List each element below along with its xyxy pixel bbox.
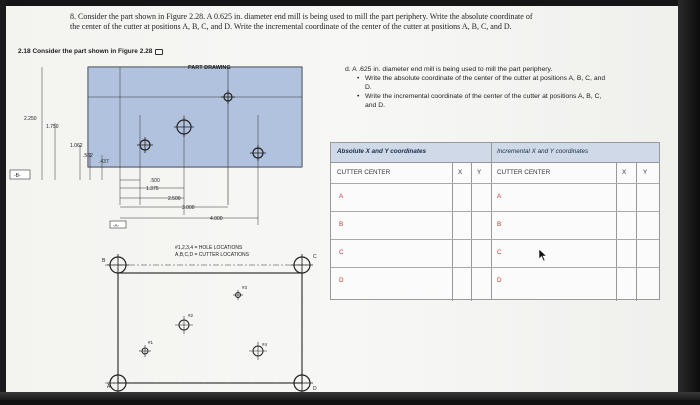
- abs-row-d: D: [339, 277, 344, 284]
- lower-part-outline: [118, 273, 302, 383]
- label-h4: #4: [262, 342, 268, 347]
- sub-header-text: 2.18 Consider the part shown in Figure 2.28: [18, 48, 153, 55]
- hole-3: [233, 290, 243, 300]
- abs-cutter-center-header: CUTTER CENTER: [337, 169, 391, 176]
- label-b: B: [102, 258, 106, 264]
- instructions-list: [357, 74, 665, 110]
- table-row-line: [331, 211, 659, 212]
- bullet-1-line-b: D.: [365, 84, 372, 91]
- label-d: D: [313, 386, 317, 392]
- label-a: A: [107, 384, 111, 390]
- abs-title: Absolute X and Y coordinates: [337, 148, 426, 155]
- label-c: C: [313, 254, 317, 260]
- sub-header: [18, 48, 163, 55]
- datum-a-label: -A-: [113, 223, 119, 228]
- dim-4000: 4.000: [210, 216, 223, 222]
- inc-x-header: X: [622, 169, 627, 176]
- dim-1062: 1.062: [70, 143, 83, 149]
- inc-cutter-center-header: CUTTER CENTER: [497, 169, 551, 176]
- hole-1: [139, 345, 151, 357]
- inc-title: Incremental X and Y coordinates: [497, 148, 589, 155]
- inc-row-a: A: [497, 193, 502, 200]
- monitor-bezel-left: [0, 0, 6, 400]
- dim-1375: 1.375: [146, 186, 159, 192]
- mouse-pointer-icon: [538, 248, 548, 262]
- cutter-d: [291, 372, 313, 394]
- question-text: [70, 12, 630, 32]
- dim-2500: 2.500: [168, 196, 181, 202]
- instructions: [345, 65, 665, 110]
- bullet-2-line-b: and D.: [365, 102, 386, 109]
- inc-row-b: B: [497, 221, 502, 228]
- label-h1: #1: [148, 340, 154, 345]
- dim-2250: 2.250: [24, 116, 37, 122]
- table-divider: [491, 143, 492, 299]
- table-row-line: [331, 183, 659, 184]
- monitor-bezel-bottom: [0, 392, 700, 400]
- bullet-1-line-a: Write the absolute coordinate of the center of the cutter at positions A, B, C, and: [365, 75, 606, 82]
- label-h2: #2: [188, 313, 194, 318]
- instructions-bullet-2: [357, 92, 665, 110]
- inc-row-d: D: [497, 277, 502, 284]
- datum-b-label: -B-: [14, 173, 21, 179]
- legend-holes: #1,2,3,4 = HOLE LOCATIONS: [175, 245, 243, 251]
- part-drawing-svg: [10, 55, 317, 400]
- instructions-bullet-1: [357, 74, 665, 92]
- dim-437: .437: [99, 159, 109, 165]
- abs-y-header: Y: [477, 169, 482, 176]
- dim-3000: 3.000: [182, 205, 195, 211]
- inc-row-c: C: [497, 249, 502, 256]
- dim-562: .562: [83, 153, 93, 159]
- dim-500: .500: [150, 178, 160, 184]
- label-h3: #3: [242, 285, 248, 290]
- table-row-line: [331, 267, 659, 268]
- monitor-bezel-top: [0, 0, 700, 6]
- abs-row-a: A: [339, 193, 344, 200]
- table-header: [331, 143, 659, 163]
- abs-row-c: C: [339, 249, 344, 256]
- monitor-bezel-right: [678, 0, 700, 400]
- inc-y-header: Y: [643, 169, 648, 176]
- part-drawing: [10, 55, 317, 400]
- bullet-2-line-a: Write the incremental coordinate of the center of the cutter at positions A, B, C,: [365, 93, 602, 100]
- question-line-2: the center of the cutter at positions A, B, C, and D. Write the incremental coordinate of the center of the cutter at positions A, B, C, and D.: [70, 22, 512, 31]
- hole-2: [175, 316, 193, 334]
- question-line-1: 8. Consider the part shown in Figure 2.28. A 0.625 in. diameter end mill is being used to mill the part periphery. Write the absolute coordinate of: [70, 12, 533, 21]
- legend-cutters: A,B,C,D = CUTTER LOCATIONS: [175, 252, 249, 258]
- abs-x-header: X: [458, 169, 463, 176]
- cutter-a: [107, 372, 129, 394]
- camera-icon: [155, 49, 163, 55]
- coordinates-table: [330, 142, 660, 300]
- part-drawing-title: PART DRAWING: [188, 65, 231, 71]
- dim-1750: 1.750: [46, 124, 59, 130]
- table-row-line: [331, 239, 659, 240]
- instructions-intro: d. A .625 in. diameter end mill is being used to mill the part periphery.: [345, 66, 553, 73]
- abs-row-b: B: [339, 221, 344, 228]
